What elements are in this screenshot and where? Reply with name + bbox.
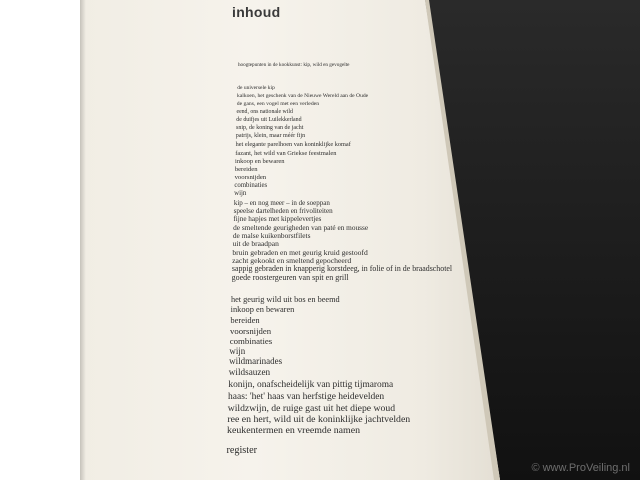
toc-title: hoogtepunten in de kookkunst: kip, wild en gevogelte [237, 62, 350, 68]
toc-title: inkoop en bewaren [230, 305, 295, 314]
toc-title: haas: 'het' haas van herfstige heidevelden [228, 392, 385, 402]
toc-title: de duifjes uit Luilekkerland [236, 117, 302, 123]
toc-title: de malse kuikenborstfilets [232, 231, 311, 240]
toc-title: het geurig wild uit bos en beemd [230, 295, 340, 304]
toc-title: wildzwijn, de ruige gast uit het diepe woud [227, 403, 396, 414]
toc-title: de universele kip [237, 85, 275, 91]
toc-title: zacht gekookt en smeltend gepocheerd [232, 256, 352, 265]
toc-title: het elegante parelhoen van koninklijke komaf [235, 141, 351, 148]
toc-title: wijn [234, 190, 247, 197]
toc-title: speelse dartelheden en frivoliteiten [233, 207, 333, 215]
toc-title: voorsnijden [234, 174, 267, 181]
toc-title: fijne hapjes met kippelevertjes [233, 215, 322, 223]
toc-title: register [226, 445, 257, 456]
toc-title: bruin gebraden en met geurig kruid gestoofd [232, 248, 368, 257]
toc-title: patrijs, klein, maar méér fijn [235, 133, 306, 139]
toc-title: goede roostergeuren van spit en grill [231, 273, 349, 282]
watermark-text: www.ProVeiling.nl [542, 462, 630, 474]
toc-title: wildsauzen [228, 367, 271, 377]
toc-title: kip – en nog meer – in de soeppan [233, 199, 330, 207]
toc-title: eend, ons nationale wild [236, 109, 293, 115]
toc-title: voorsnijden [230, 326, 272, 336]
toc-title: de smeltende geurigheden van paté en mousse [233, 223, 369, 232]
toc-title: sappig gebraden in knapperig korstdeeg, in folie of in de braadschotel [231, 264, 453, 273]
toc-title: wijn [229, 346, 246, 356]
toc-title: fazant, het wild van Griekse feestmalen [235, 150, 337, 157]
toc-title: snip, de koning van de jacht [236, 125, 304, 131]
toc-title: de gans, een vogel met een verleden [236, 101, 320, 107]
copyright-icon: © [531, 462, 540, 474]
toc-title: combinaties [229, 336, 273, 346]
toc-title: bereiden [234, 166, 258, 173]
toc-title: wildmarinades [229, 356, 283, 366]
toc-title: konijn, onafscheidelijk van pittig tijmaroma [228, 380, 394, 390]
toc-title: ree en hert, wild uit de koninklijke jachtvelden [227, 414, 411, 425]
toc-title: bereiden [230, 315, 260, 325]
toc-title: inkoop en bewaren [235, 158, 285, 165]
toc-title: uit de braadpan [232, 239, 279, 248]
toc-title: combinaties [234, 182, 268, 189]
toc-title: kalkoen, het geschenk van de Nieuwe Wereld aan de Oude [237, 93, 369, 99]
toc-heading: inhoud [232, 4, 281, 20]
toc-title: keukentermen en vreemde namen [227, 425, 361, 436]
watermark [531, 462, 630, 474]
